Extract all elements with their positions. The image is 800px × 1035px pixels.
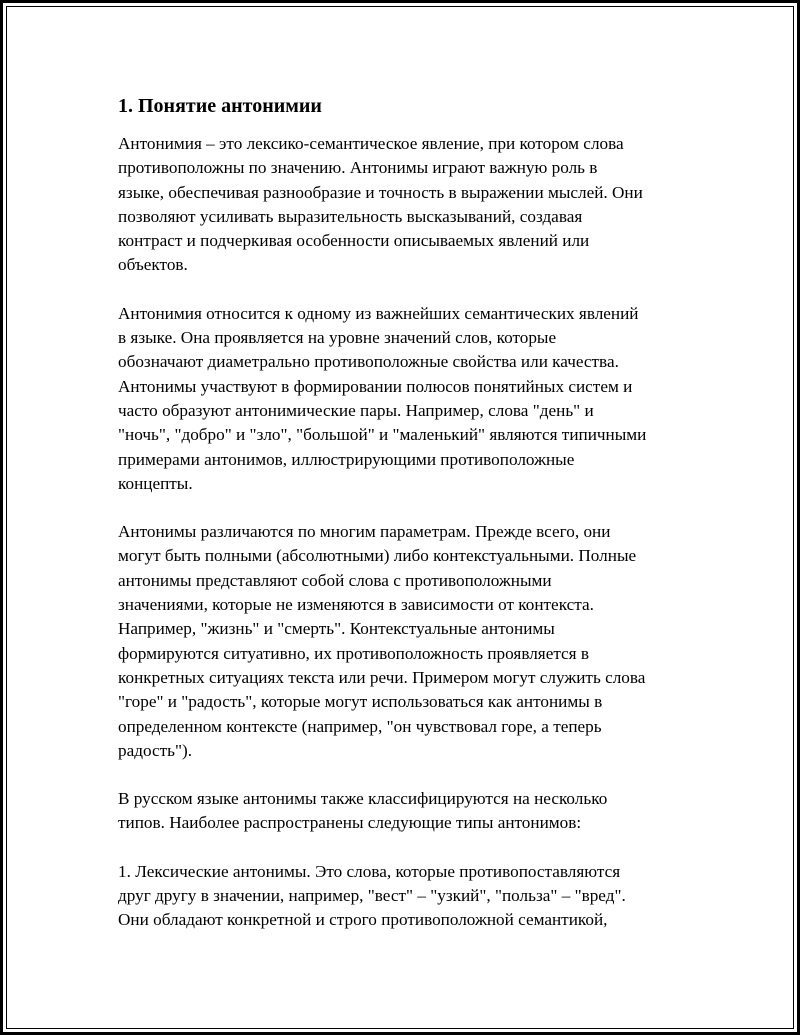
- paragraph-antonym-types: [118, 520, 698, 763]
- text-line: Они обладают конкретной и строго противоположной семантикой,: [118, 910, 608, 930]
- text-line: значениями, которые не изменяются в зависимости от контекста.: [118, 595, 594, 615]
- paragraph-lexical-antonyms: [118, 860, 698, 933]
- text-line: обозначают диаметрально противоположные свойства или качества.: [118, 352, 619, 372]
- text-line: Например, "жизнь" и "смерть". Контекстуальные антонимы: [118, 619, 555, 639]
- paragraph-classification: [118, 787, 698, 836]
- text-line: Антонимы участвуют в формировании полюсов понятийных систем и: [118, 376, 633, 396]
- paragraph-semantic-role: [118, 302, 698, 496]
- text-line: противоположны по значению. Антонимы играют важную роль в: [118, 158, 598, 178]
- text-line: "ночь", "добро" и "зло", "большой" и "маленький" являются типичными: [118, 425, 647, 445]
- text-line: объектов.: [118, 255, 188, 275]
- text-line: конкретных ситуациях текста или речи. Примером могут служить слова: [118, 667, 646, 687]
- text-line: контраст и подчеркивая особенности описываемых явлений или: [118, 231, 590, 251]
- text-line: позволяют усиливать выразительность высказываний, создавая: [118, 206, 583, 226]
- text-line: Антонимия – это лексико-семантическое явление, при котором слова: [118, 134, 624, 153]
- text-line: 1. Лексические антонимы. Это слова, которые противопоставляются: [118, 861, 621, 881]
- text-line: радость").: [118, 740, 193, 760]
- section-heading: 1. Понятие антонимии: [118, 95, 322, 117]
- text-line: в языке. Она проявляется на уровне значений слов, которые: [118, 328, 557, 348]
- text-line: Антонимия относится к одному из важнейших семантических явлений: [118, 303, 639, 323]
- text-line: "горе" и "радость", которые могут использоваться как антонимы в: [118, 692, 603, 712]
- text-line: Антонимы различаются по многим параметрам. Прежде всего, они: [118, 522, 611, 542]
- text-line: примерами антонимов, иллюстрирующими противоположные: [118, 449, 575, 469]
- text-line: В русском языке антонимы также классифицируются на несколько: [118, 789, 608, 809]
- text-line: типов. Наиболее распространены следующие типы антонимов:: [118, 813, 582, 833]
- paragraph-definition: [118, 132, 698, 278]
- document-body: [118, 93, 698, 957]
- text-line: концепты.: [118, 473, 193, 493]
- text-line: могут быть полными (абсолютными) либо контекстуальными. Полные: [118, 546, 637, 566]
- text-line: часто образуют антонимические пары. Например, слова "день" и: [118, 400, 594, 420]
- text-line: антонимы представляют собой слова с противоположными: [118, 570, 552, 590]
- text-line: друг другу в значении, например, "вест" – "узкий", "польза" – "вред".: [118, 886, 626, 906]
- text-line: языке, обеспечивая разнообразие и точность в выражении мыслей. Они: [118, 182, 643, 202]
- text-line: определенном контексте (например, "он чувствовал горе, а теперь: [118, 716, 602, 736]
- text-line: формируются ситуативно, их противоположность проявляется в: [118, 643, 589, 663]
